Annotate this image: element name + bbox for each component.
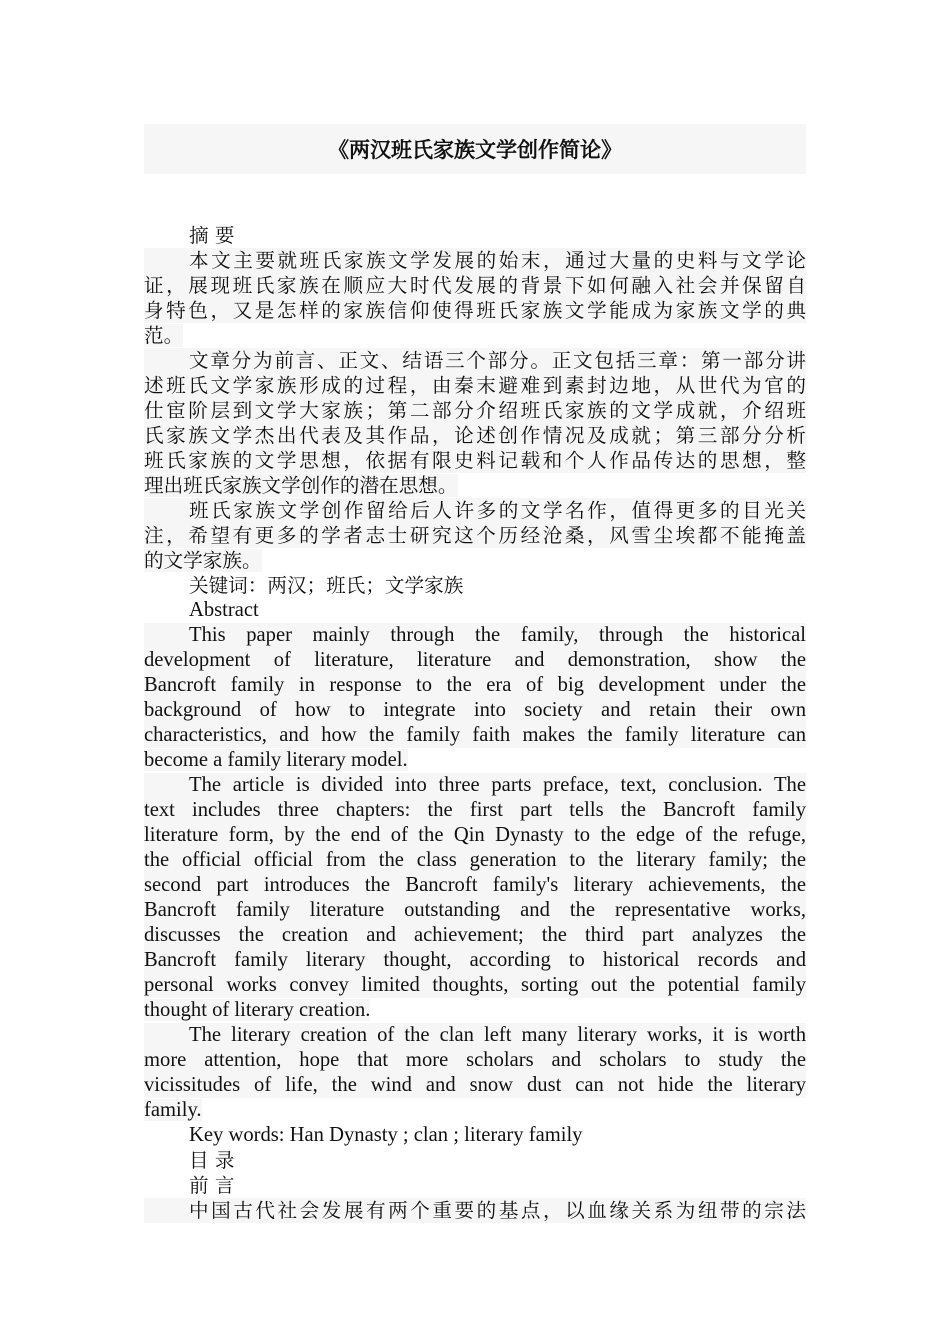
text-line: 范。	[144, 324, 184, 347]
text-line: 班氏家族的文学思想，依据有限史料记载和个人作品传达的思想，整	[144, 449, 806, 472]
text-line: The literary creation of the clan left many literary works, it is worth	[144, 1023, 806, 1048]
text-line: The article is divided into three parts preface, text, conclusion. The	[144, 773, 806, 798]
text-line: thought of literary creation.	[144, 999, 371, 1021]
abstract-en-heading: Abstract	[189, 599, 259, 621]
text-line: literature form, by the end of the Qin Dynasty to the edge of the refuge,	[144, 824, 806, 846]
text-line: 身特色，又是怎样的家族信仰使得班氏家族文学能成为家族文学的典	[144, 299, 806, 322]
text-line: more attention, hope that more scholars and scholars to study the	[144, 1049, 806, 1071]
text-line: second part introduces the Bancroft family's literary achievements, the	[144, 874, 806, 896]
text-line: vicissitudes of life, the wind and snow dust can not hide the literary	[144, 1074, 806, 1096]
text-line: Bancroft family in response to the era of big development under the	[144, 674, 806, 696]
text-line: background of how to integrate into society and retain their own	[144, 699, 806, 721]
text-line: 仕宦阶层到文学大家族；第二部分介绍班氏家族的文学成就，介绍班	[144, 399, 806, 422]
keywords-cn: 关键词：两汉；班氏；文学家族	[189, 574, 464, 597]
text-line: text includes three chapters: the first part tells the Bancroft family	[144, 799, 806, 821]
text-line: 述班氏文学家族形成的过程，由秦末避难到素封边地，从世代为官的	[144, 374, 806, 397]
text-line: discusses the creation and achievement; the third part analyzes the	[144, 924, 806, 946]
text-line: 氏家族文学杰出代表及其作品，论述创作情况及成就；第三部分分析	[144, 424, 806, 447]
text-line: 注，希望有更多的学者志士研究这个历经沧桑，风雪尘埃都不能掩盖	[144, 524, 806, 547]
document-body	[144, 223, 806, 1223]
text-line: 文章分为前言、正文、结语三个部分。正文包括三章：第一部分讲	[144, 348, 806, 373]
keywords-en: Key words: Han Dynasty ; clan ; literary family	[189, 1124, 583, 1146]
text-line: characteristics, and how the family faith makes the family literature can	[144, 724, 806, 746]
text-line: 理出班氏家族文学创作的潜在思想。	[144, 474, 458, 497]
toc-heading: 目 录	[189, 1149, 235, 1172]
preface-heading: 前 言	[189, 1174, 235, 1197]
text-line: Bancroft family literary thought, according to historical records and	[144, 949, 806, 971]
text-line: 中国古代社会发展有两个重要的基点，以血缘关系为纽带的宗法	[144, 1198, 806, 1223]
text-line: 本文主要就班氏家族文学发展的始末，通过大量的史料与文学论	[144, 248, 806, 273]
abstract-cn-heading: 摘 要	[189, 224, 235, 247]
text-line: This paper mainly through the family, through the historical	[144, 623, 806, 648]
text-line: become a family literary model.	[144, 749, 408, 771]
text-line: personal works convey limited thoughts, sorting out the potential family	[144, 974, 806, 996]
text-line: 证，展现班氏家族在顺应大时代发展的背景下如何融入社会并保留自	[144, 274, 806, 297]
text-line: 的文学家族。	[144, 549, 262, 572]
document-title: 《两汉班氏家族文学创作简论》	[328, 138, 622, 162]
text-line: family.	[144, 1099, 202, 1121]
text-line: development of literature, literature and demonstration, show the	[144, 649, 806, 671]
text-line: 班氏家族文学创作留给后人许多的文学名作，值得更多的目光关	[144, 498, 806, 523]
text-line: Bancroft family literature outstanding and the representative works,	[144, 899, 806, 921]
text-line: the official official from the class generation to the literary family; the	[144, 849, 806, 871]
title-band	[144, 124, 806, 174]
